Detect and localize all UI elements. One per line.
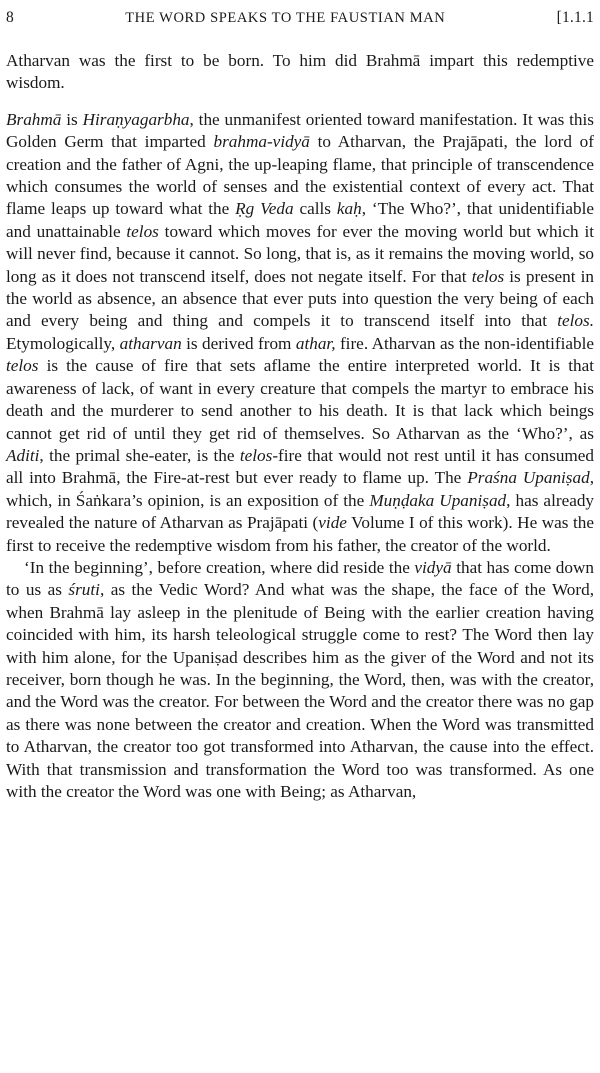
italic-text-run: Hiraṇyagarbha bbox=[82, 109, 190, 129]
italic-text-run: telos bbox=[471, 266, 505, 286]
text-run: -fire that would not rest until it has consumed all into Brahmā, the Fire-at-rest but ever ready to flame up. The bbox=[6, 445, 594, 488]
paragraph-1 bbox=[6, 50, 594, 95]
paragraph-3 bbox=[6, 557, 594, 803]
text-run: , the unmanifest oriented toward manifestation. It was this Golden Germ that imparted bbox=[6, 109, 594, 152]
italic-text-run: brahma-vidyā bbox=[213, 132, 310, 152]
section-reference: [1.1.1 bbox=[556, 9, 594, 26]
italic-text-run: atharvan bbox=[119, 333, 182, 353]
page-number: 8 bbox=[6, 9, 14, 26]
running-header bbox=[6, 6, 594, 30]
italic-text-run: telos bbox=[6, 356, 39, 376]
italic-text-run: telos bbox=[126, 221, 159, 241]
text-run: fire. Atharvan as the non-identifiable bbox=[335, 333, 594, 353]
italic-text-run: Praśna Upaniṣad bbox=[467, 468, 590, 488]
text-run: Etymologically, bbox=[6, 333, 120, 353]
text-run: Volume I of this work). He was the first to receive the redemptive wisdom from his father, the creator of the world. bbox=[6, 513, 594, 555]
italic-text-run: Brahmā bbox=[6, 109, 62, 129]
text-run: is present in the world as absence, an absence that ever puts into question the very being of each and every being and thing and compels it to transcend itself into that bbox=[6, 266, 594, 331]
italic-text-run: telos bbox=[239, 445, 273, 465]
text-run: ‘In the beginning’, before creation, where did reside the bbox=[24, 557, 415, 577]
italic-text-run: śruti bbox=[68, 580, 100, 600]
text-run: is the cause of fire that sets aflame the entire interpreted world. It is that awareness of lack, of want in every creature that compels the martyr to embrace his death and the murderer to send another to his death. It is that lack which beings cannot get rid of until they get rid of themselves. So Atharvan as the ‘Who?’, as bbox=[6, 356, 594, 443]
text-run: is derived from bbox=[181, 333, 296, 353]
italic-text-run: Muṇḍaka Upaniṣad bbox=[369, 490, 507, 510]
text-run: Atharvan was the first to be born. To him did Brahmā impart this redemptive wisdom. bbox=[6, 51, 594, 93]
text-run: is bbox=[61, 109, 83, 129]
text-run: , has already revealed the nature of Atharvan as Prajāpati ( bbox=[6, 490, 595, 533]
italic-text-run: Ṛg Veda bbox=[235, 199, 294, 219]
text-run: , which, in Śaṅkara’s opinion, is an exposition of the bbox=[6, 468, 594, 510]
text-run: , the primal she-eater, is the bbox=[39, 445, 240, 465]
text-run: calls bbox=[293, 199, 337, 219]
text-run: , ‘The Who?’, that unidentifiable and unattainable bbox=[6, 199, 594, 241]
italic-text-run: vidyā bbox=[414, 557, 452, 577]
text-run: that has come down to us as bbox=[6, 557, 594, 600]
italic-text-run: Aditi bbox=[6, 445, 40, 465]
paragraph-2 bbox=[6, 109, 594, 557]
italic-text-run: vide bbox=[318, 513, 347, 533]
italic-text-run: athar, bbox=[295, 333, 336, 353]
text-run: to Atharvan, the Prajāpati, the lord of creation and the father of Agni, the up-leaping flame, that principle of transcendence which consumes the world of senses and the existential context of every act. That flame leaps up toward what the bbox=[6, 132, 594, 219]
text-run: , as the Vedic Word? And what was the shape, the face of the Word, when Brahmā lay asleep in the plenitude of Being with the earlier creation having coincided with him, its harsh teleological struggle come to rest? The Word then lay with him alone, for the Upaniṣad describes him as the giver of the Word and not its receiver, born though he was. In the beginning, the Word, then, was with the creator, and the Word was the creator. For between the Word and the creator there was no gap as there was none between the creator and creation. When the Word was transmitted to Atharvan, the creator too got transformed into Atharvan, the cause into the effect. With that transmission and transformation the Word too was transformed. As one with the creator the Word was one with Being; as Atharvan, bbox=[6, 580, 595, 801]
text-run: toward which moves for ever the moving world but which it will never find, because it cannot. So long, that is, as it remains the moving world, so long as it does not transcend itself, does not negate itself. For that bbox=[6, 221, 594, 286]
italic-text-run: kaḥ bbox=[336, 199, 362, 219]
running-title: THE WORD SPEAKS TO THE FAUSTIAN MAN bbox=[125, 10, 446, 26]
italic-text-run: telos. bbox=[557, 311, 594, 331]
